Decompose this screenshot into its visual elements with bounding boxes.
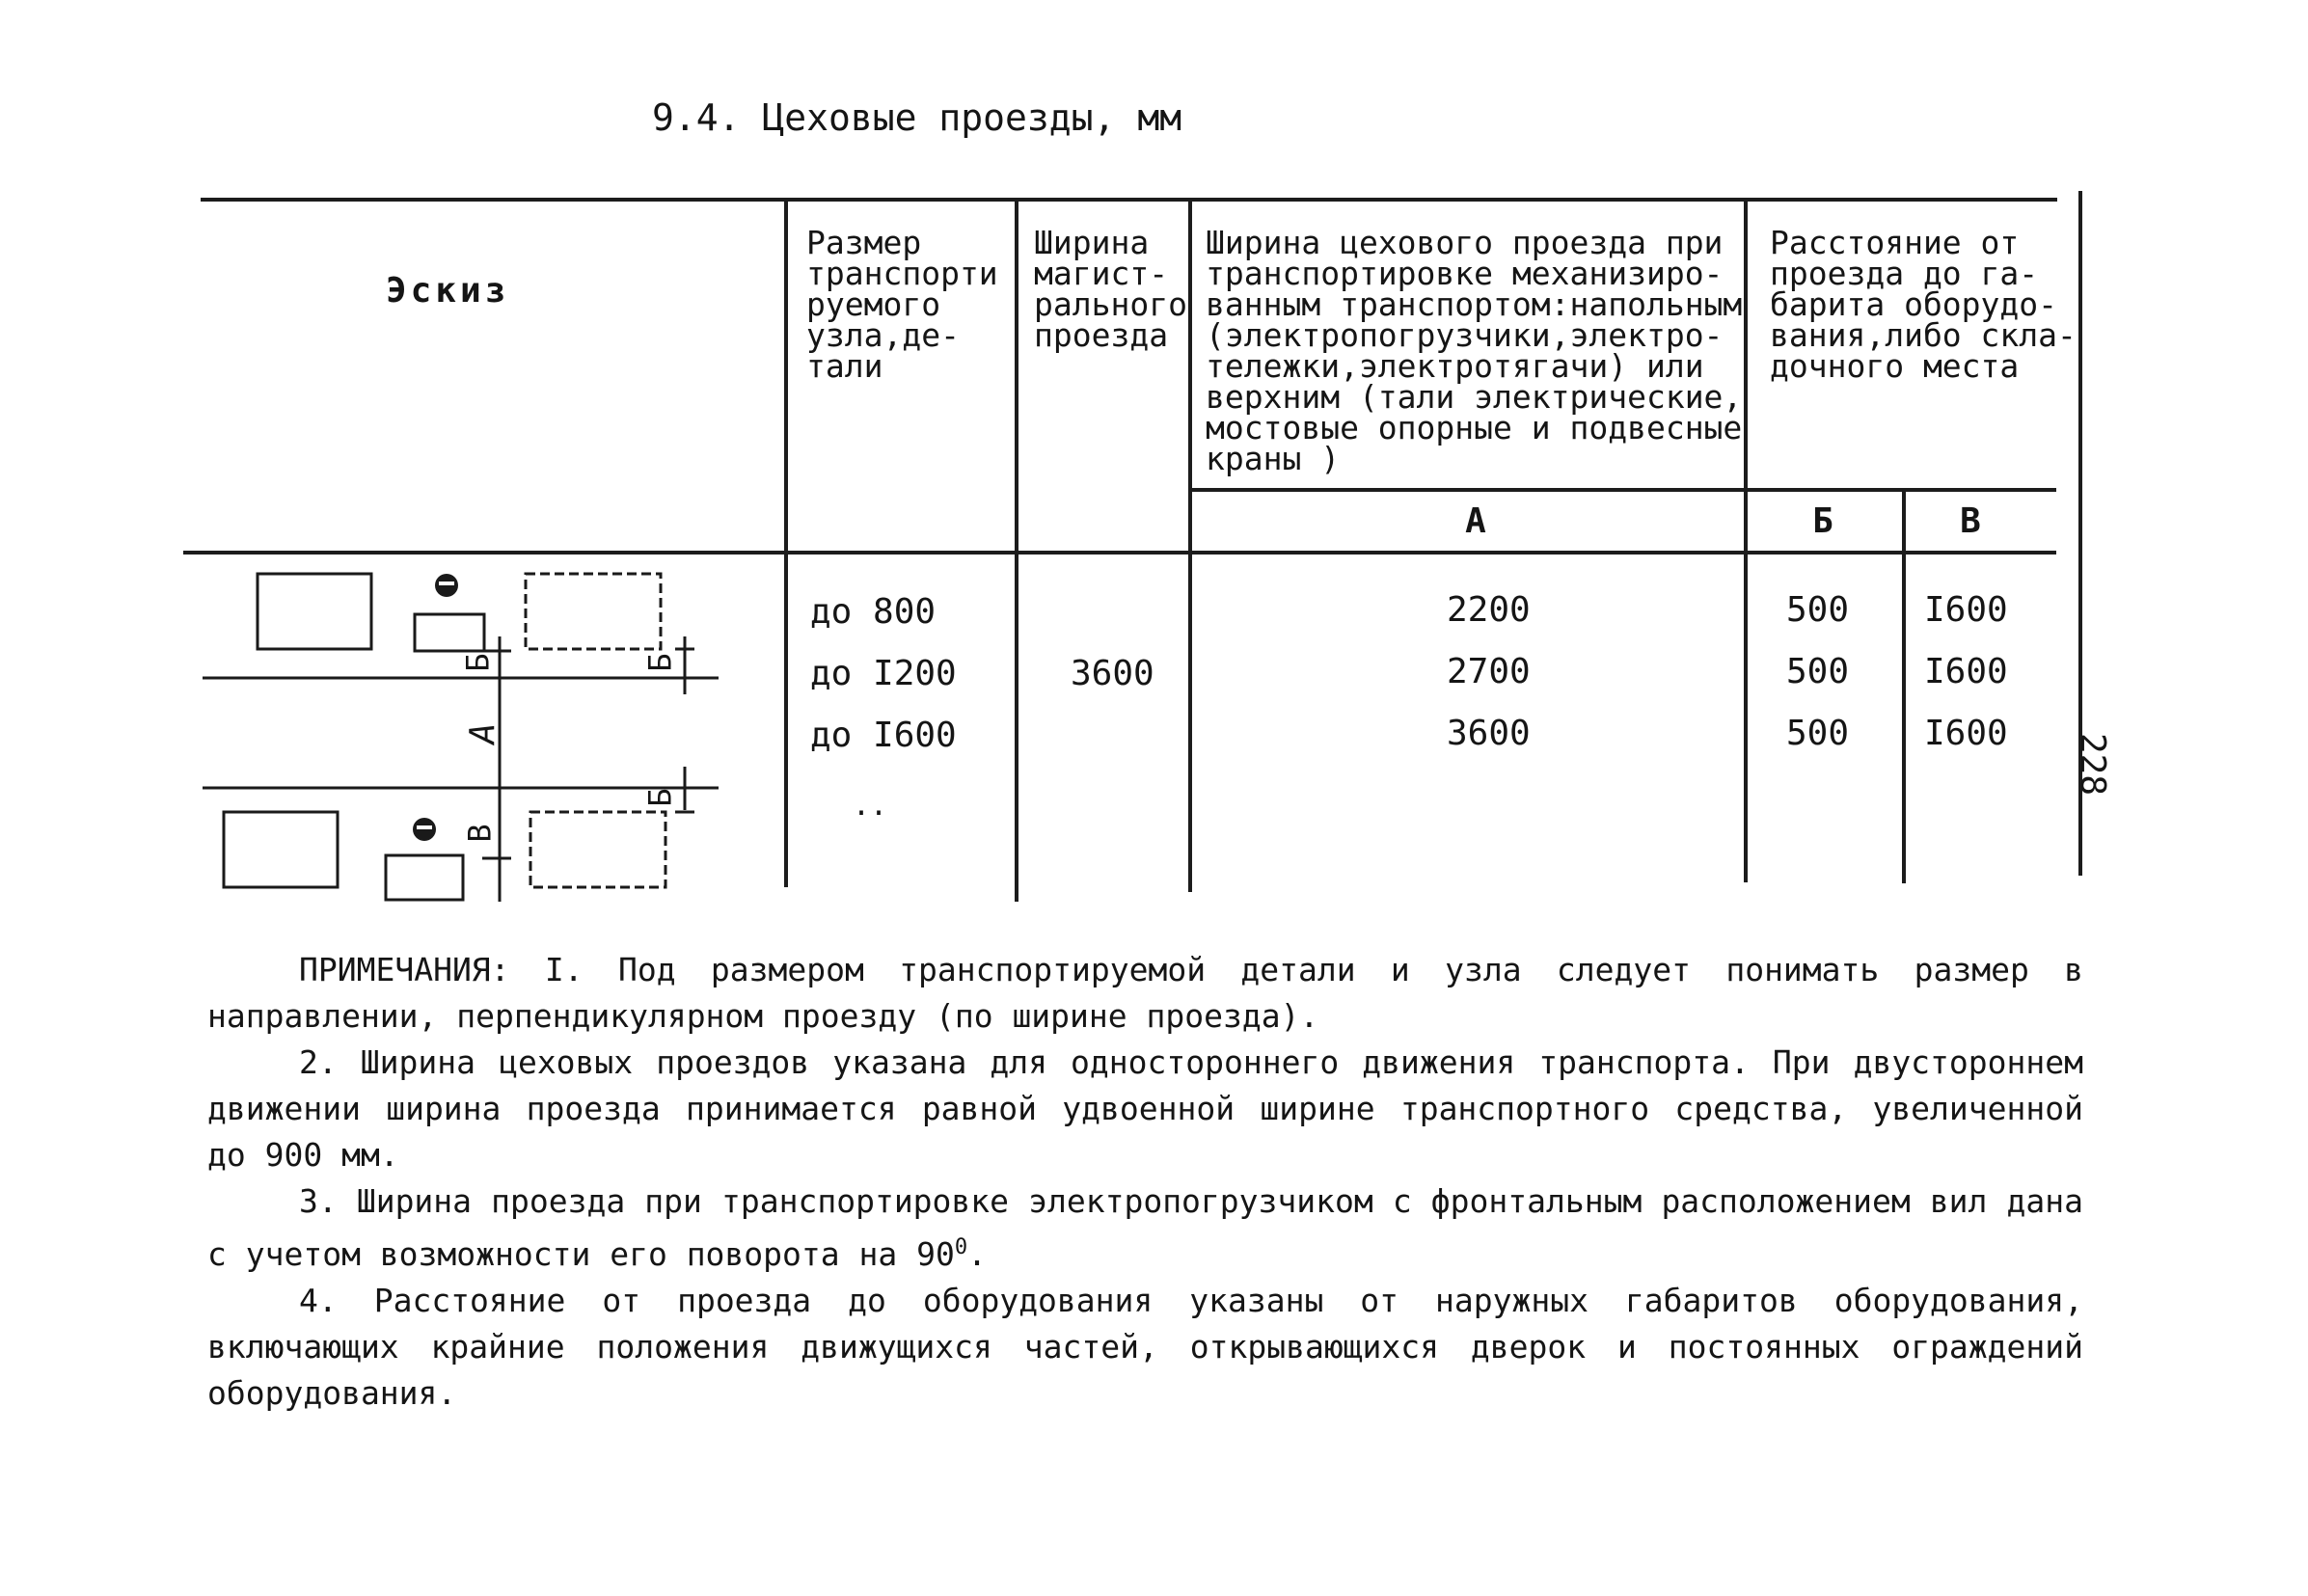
row3-size: до I600: [810, 716, 957, 755]
ditto-mark: ..: [853, 789, 888, 823]
row1-b: 500: [1786, 590, 1850, 630]
note-4: 4. Расстояние от проезда до оборудования указаны от наружных габаритов оборудования, включающих крайние положения движущихся частей, открывающихся дверок и постоянных ограждений оборудования.: [207, 1282, 2083, 1412]
equipment-box: [415, 614, 484, 651]
header-main-width: Ширина магист- рального проезда: [1034, 224, 1187, 354]
row2-a: 2700: [1447, 652, 1531, 691]
table-top-rule: [201, 198, 2057, 202]
equipment-box: [526, 574, 661, 649]
sketch-label-v: В: [461, 824, 499, 843]
equipment-box: [224, 812, 338, 887]
col-divider-5: [1902, 488, 1906, 883]
row1-size: до 800: [810, 592, 937, 632]
note-2: 2. Ширина цеховых проездов указана для одностороннего движения транспорта. При двустороннем движении ширина проезда принимается равной удвоенной ширине транспортного средства, увеличенной до 900 мм.: [207, 1043, 2083, 1174]
col-divider-2: [1015, 198, 1018, 902]
row3-a: 3600: [1447, 714, 1531, 753]
sketch-label-b3: Б: [641, 788, 679, 807]
page-number: 228: [2073, 733, 2112, 797]
row1-v: I600: [1924, 590, 2008, 630]
note-3-end: .: [967, 1235, 987, 1273]
col-divider-3: [1188, 198, 1192, 892]
notes-block: [207, 947, 2083, 1417]
header-shop-width: Ширина цехового проезда при транспортировке механизиро- ванным транспортом:напольным (электропогрузчики,электро- тележки,электротягачи) или верхним (тали электрические, мостовые опорные и подвесные краны ): [1206, 224, 1743, 477]
subheader-a: А: [1465, 501, 1486, 541]
main-width-value: 3600: [1071, 654, 1154, 693]
sketch-label-a: А: [463, 722, 503, 744]
sketch-label-b2: Б: [641, 653, 679, 672]
row3-b: 500: [1786, 714, 1850, 753]
row2-v: I600: [1924, 652, 2008, 691]
equipment-box: [258, 574, 371, 649]
header-bottom-rule: [183, 551, 2056, 555]
note-3-text: 3. Ширина проезда при транспортировке электропогрузчиком с фронтальным расположением вил дана с учетом возможности его поворота на 90: [207, 1182, 2083, 1273]
row2-b: 500: [1786, 652, 1850, 691]
header-distance: Расстояние от проезда до га- барита оборудо- вания,либо скла- дочного места: [1770, 224, 2077, 385]
equipment-box: [530, 812, 665, 887]
note-1: [207, 947, 2083, 1040]
note-3: [207, 1178, 2083, 1278]
subheader-rule: [1188, 488, 2056, 492]
col-divider-1: [784, 198, 788, 887]
subheader-v: В: [1960, 501, 1981, 541]
header-sketch: Эскиз: [386, 271, 510, 311]
equipment-box: [386, 855, 463, 900]
table-title: 9.4. Цеховые проезды, мм: [652, 96, 1182, 139]
sketch-label-b1: Б: [459, 653, 497, 672]
row3-v: I600: [1924, 714, 2008, 753]
note-1-prefix: ПРИМЕЧАНИЯ: I.: [299, 951, 584, 988]
row1-a: 2200: [1447, 590, 1531, 630]
col-divider-4: [1744, 198, 1748, 882]
subheader-b: Б: [1812, 501, 1833, 541]
note-1-text: Под размером транспортируемой детали и узла следует понимать размер в направлении, перпендикулярном проезду (по ширине проезда).: [207, 951, 2084, 1035]
header-size: Размер транспорти руемого узла,де- тали: [806, 224, 998, 385]
row2-size: до I200: [810, 654, 957, 693]
note-3-degree: 0: [954, 1235, 968, 1259]
